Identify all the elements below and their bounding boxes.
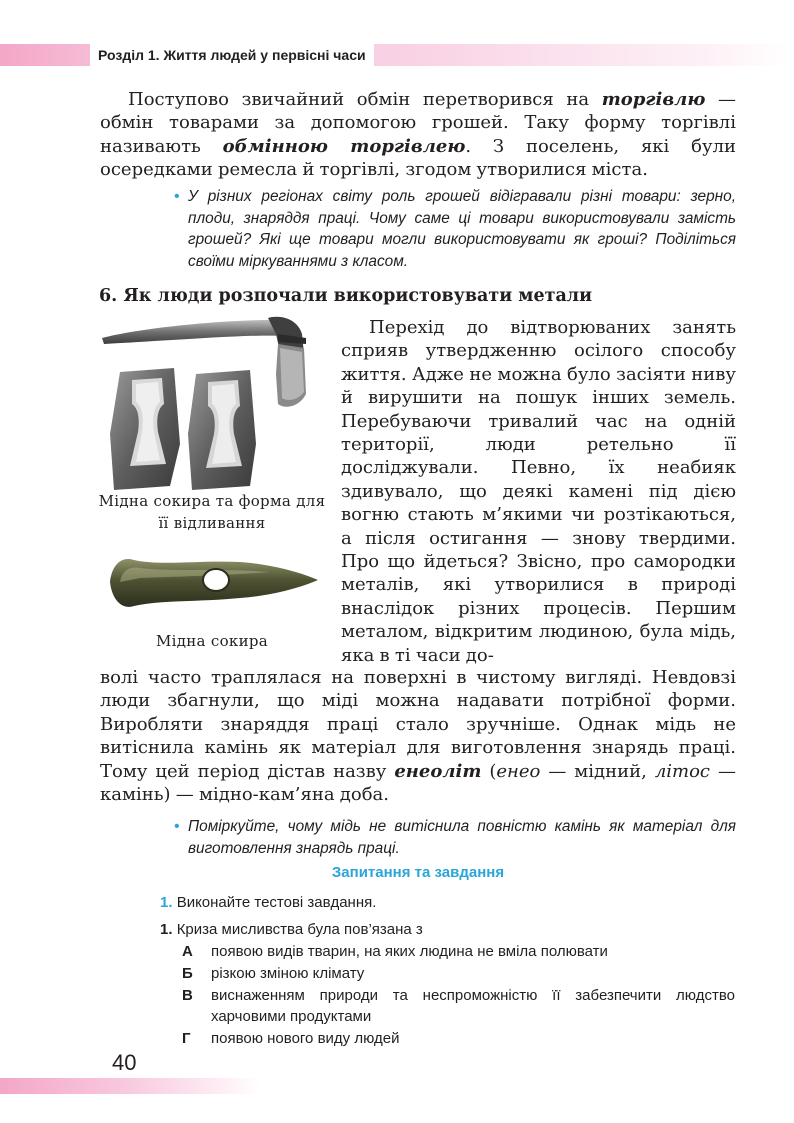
chapter-title: Розділ 1. Життя людей у первісні часи (90, 44, 374, 66)
task-reflection: Поміркуйте, чому мідь не витіснила повністю камінь як матеріал для виготовлення знарядь праці. (188, 818, 736, 857)
section-heading: 6. Як люди розпочали використовувати метали (99, 286, 593, 306)
option-text: появою нового виду людей (211, 1030, 400, 1047)
term-litos: літос (654, 760, 711, 782)
term-eneo: енео (496, 760, 541, 782)
option-text: появою видів тварин, на яких людина не вміла полювати (211, 943, 608, 960)
task-discussion: У різних регіонах світу роль грошей відігравали різні товари: зерно, плоди, знаряддя праці. Чому саме ці товари використовували замість грошей? Які ще товари могли використовувати як гроші? Поділіться своїми міркуваннями з класом. (188, 188, 736, 270)
figure-caption-axe-mold: Мідна сокира та форма для її відливання (98, 492, 326, 532)
intro-paragraph: Поступово звичайний обмін перетворився на торгівлю — обмін товарами за допомогою грошей. Таку форму торгівлі називають обмінною торгівлею. З поселень, які були осередками ремесла й торгівлі, згодом утворилися міста. (100, 89, 737, 181)
section-body-column: Перехід до відтворюваних занять сприяв утвердженню осілого способу життя. Адже не можна було засіяти ниву й вирушити на пошук інших земель. Перебуваючи тривалий час на одній території, люди ретельно її досліджували. Певно, їх неабияк здивувало, що деякі камені під дією вогню стають м’якими чи розтікаються, а після остигання — знову твердими. Про що йдеться? Звісно, про самородки металів, які утворилися в природі внаслідок різних процесів. Першим металом, відкритим людиною, була мідь, яка в ті часи до- (341, 317, 736, 666)
option-letter: В (182, 987, 193, 1004)
term-eneolith: енеоліт (394, 760, 482, 782)
option-text: різкою зміною клімату (211, 965, 365, 982)
section-body-full: волі часто траплялася на поверхні в чистому вигляді. Невдовзі люди збагнули, що міді можна надавати потрібної форми. Виробляти знаряддя праці стало зручніше. Однак мідь не витіснила камінь як матеріал для виготовлення знарядь праці. Тому цей період дістав назву енеоліт (енео — мідний, літос — камінь) — мідно-кам’яна доба. (100, 667, 736, 806)
footer-band (0, 1078, 260, 1094)
figure-caption-axe: Мідна сокира (155, 632, 269, 650)
copper-axe-image (100, 548, 322, 618)
question-1: 1. Криза мисливства була пов’язана з (160, 921, 423, 938)
option-text: виснаженням природи та неспроможністю її забезпечити людство харчовими продуктами (211, 987, 735, 1025)
term-barter-trade: обмінною торгівлею (222, 135, 466, 157)
questions-heading: Запитання та завдання (331, 864, 505, 881)
copper-axe-and-mold-image (100, 314, 322, 492)
term-trade: торгівлю (601, 89, 706, 110)
task-item-1: 1. Виконайте тестові завдання. (160, 894, 377, 911)
bullet-dot-icon: • (174, 818, 180, 835)
page-number: 40 (112, 1050, 137, 1075)
option-letter: Г (182, 1030, 191, 1047)
option-letter: А (182, 943, 193, 960)
bullet-dot-icon: • (174, 188, 180, 205)
option-letter: Б (182, 965, 193, 982)
